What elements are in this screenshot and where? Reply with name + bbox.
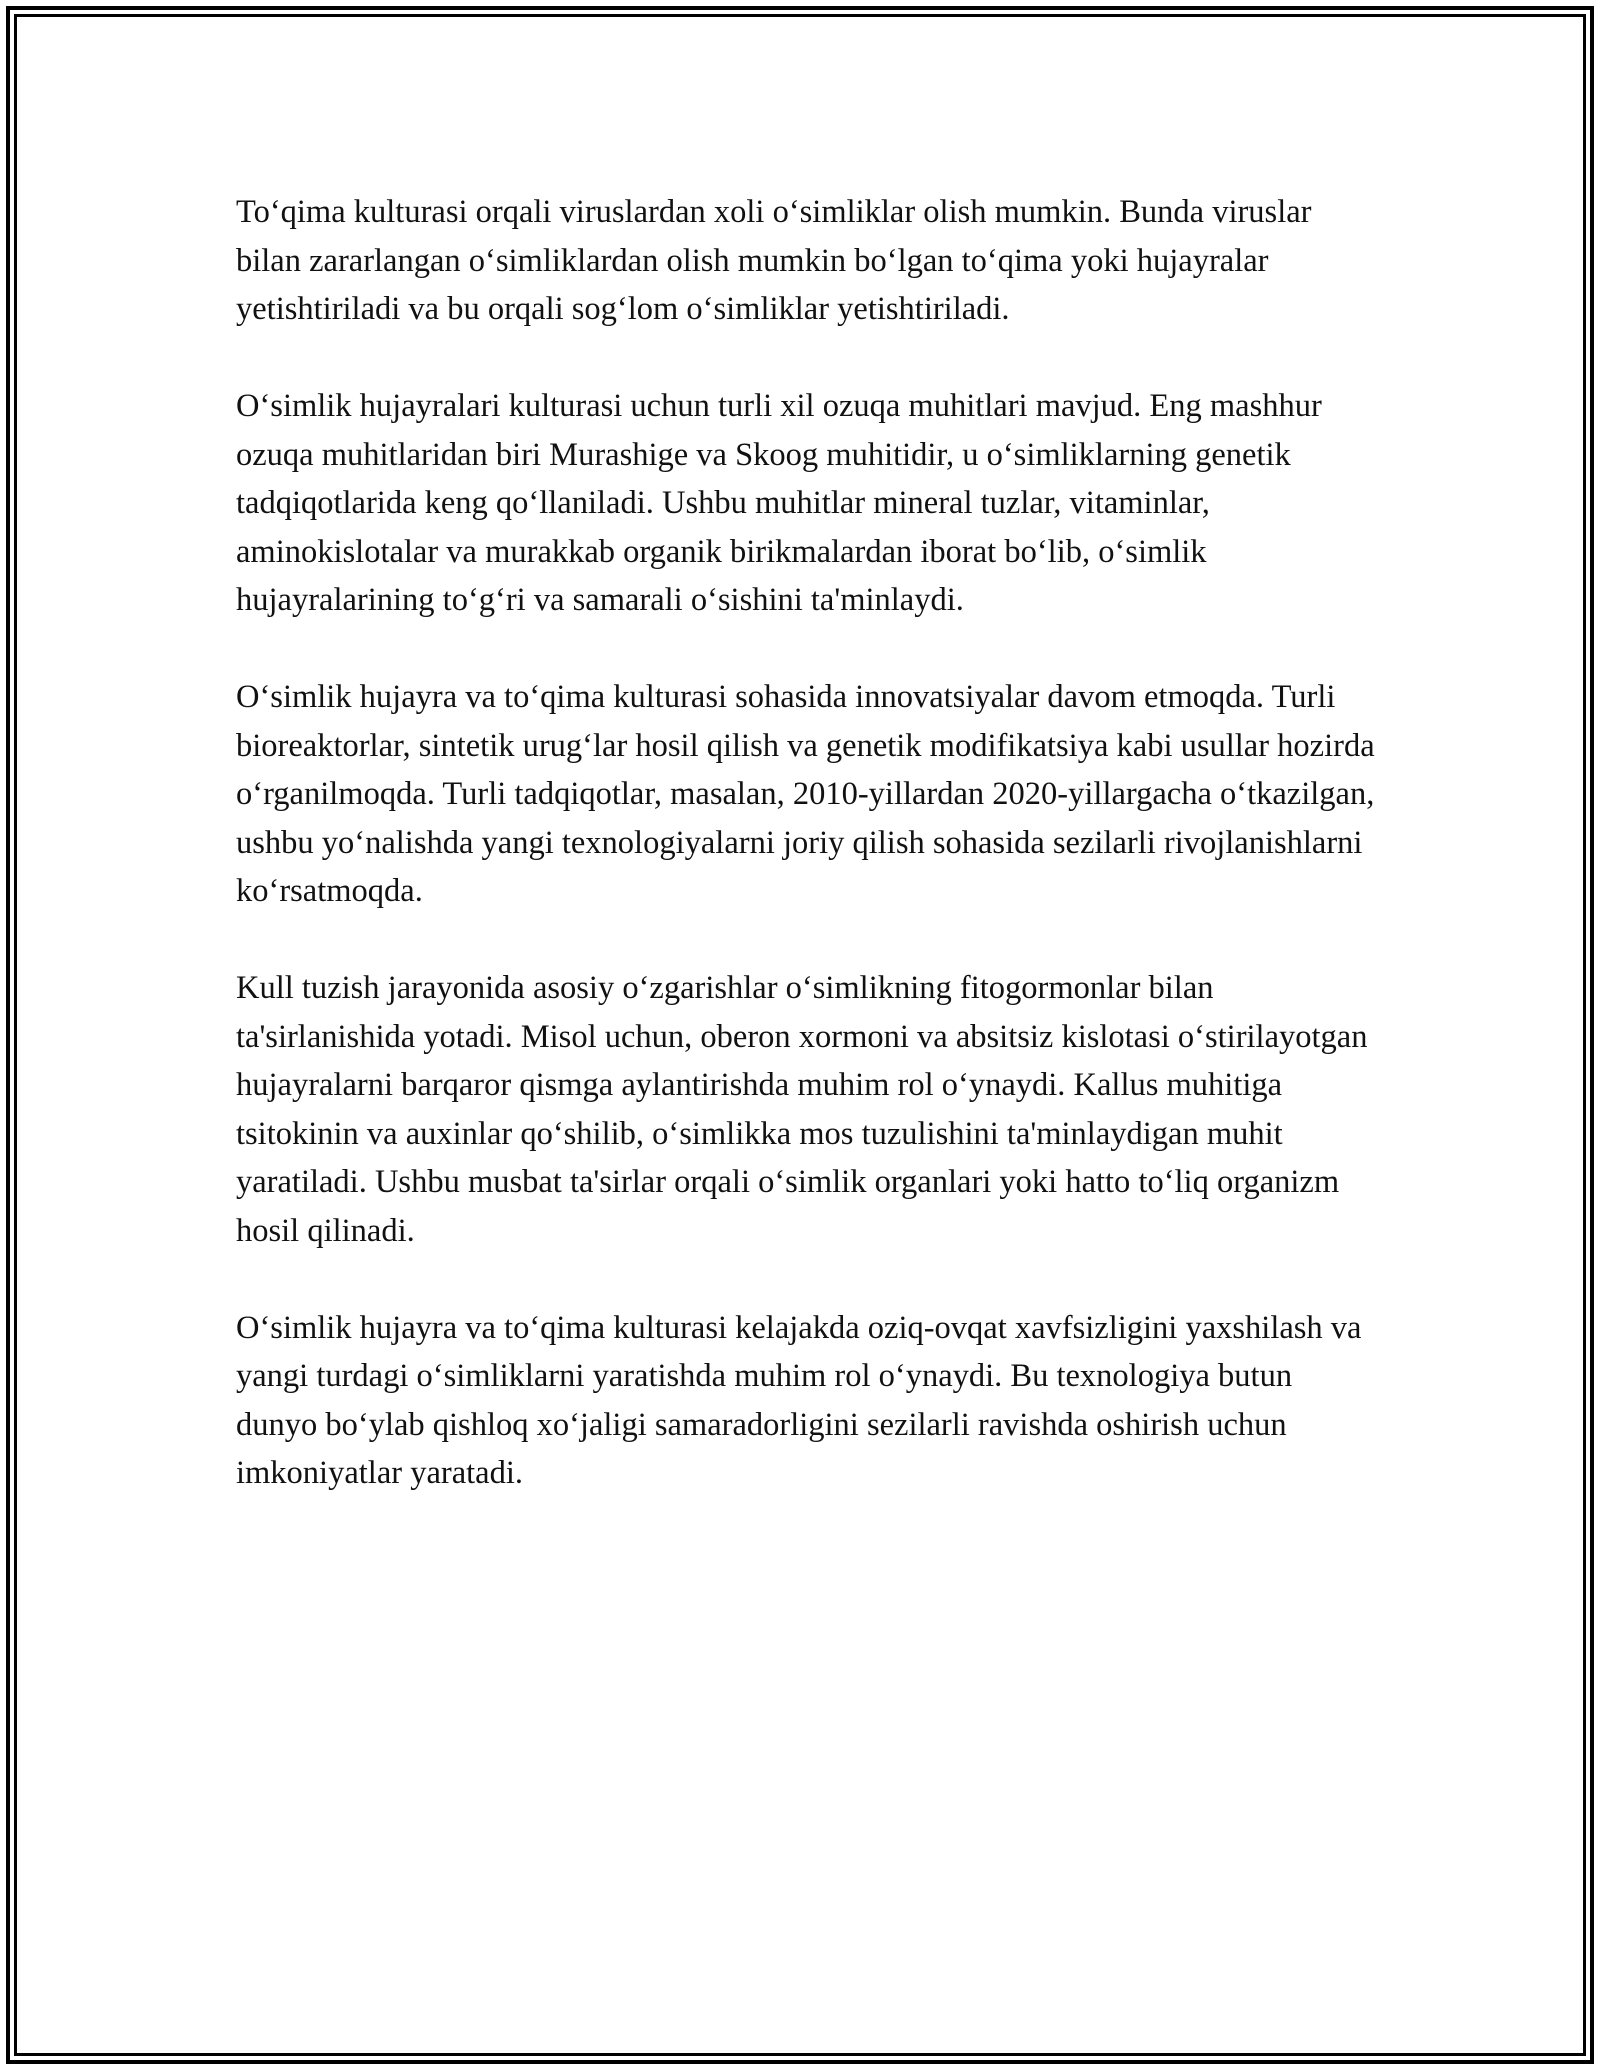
paragraph-nutrient-media: O‘simlik hujayralari kulturasi uchun turli xil ozuqa muhitlari mavjud. Eng mashhur ozuqa muhitlaridan biri Murashige va Skoog muhitidir, u o‘simliklarning genetik tadqiqotlarida keng qo‘llaniladi. Ushbu muhitlar mineral tuzlar, vitaminlar, aminokislotalar va murakkab organik birikmalardan iborat bo‘lib, o‘simlik hujayralarining to‘g‘ri va samarali o‘sishini ta'minlaydi.	[236, 388, 1322, 618]
paragraph-virus-free-plants: To‘qima kulturasi orqali viruslardan xoli o‘simliklar olish mumkin. Bunda viruslar bilan zararlangan o‘simliklardan olish mumkin bo‘lgan to‘qima yoki hujayralar yetishtiriladi va bu orqali sog‘lom o‘simliklar yetishtiriladi.	[236, 194, 1312, 327]
paragraph-innovations: O‘simlik hujayra va to‘qima kulturasi sohasida innovatsiyalar davom etmoqda. Turli bioreaktorlar, sintetik urug‘lar hosil qilish va genetik modifikatsiya kabi usullar hozirda o‘rganilmoqda. Turli tadqiqotlar, masalan, 2010-yillardan 2020-yillargacha o‘tkazilgan, ushbu yo‘nalishda yangi texnologiyalarni joriy qilish sohasida sezilarli rivojlanishlarni ko‘rsatmoqda.	[236, 679, 1375, 909]
paragraph-future-outlook: O‘simlik hujayra va to‘qima kulturasi kelajakda oziq-ovqat xavfsizligini yaxshilash va yangi turdagi o‘simliklarni yaratishda muhim rol o‘ynaydi. Bu texnologiya butun dunyo bo‘ylab qishloq xo‘jaligi samaradorligini sezilarli ravishda oshirish uchun imkoniyatlar yaratadi.	[236, 1309, 1362, 1491]
paragraph-phytohormones: Kull tuzish jarayonida asosiy o‘zgarishlar o‘simlikning fitogormonlar bilan ta'sirlanishida yotadi. Misol uchun, oberon xormoni va absitsiz kislotasi o‘stirilayotgan hujayralarni barqaror qismga aylantirishda muhim rol o‘ynaydi. Kallus muhitiga tsitokinin va auxinlar qo‘shilib, o‘simlikka mos tuzulishini ta'minlaydigan muhit yaratiladi. Ushbu musbat ta'sirlar orqali o‘simlik organlari yoki hatto to‘liq organizm hosil qilinadi.	[236, 970, 1368, 1249]
document-body	[236, 188, 1376, 1498]
